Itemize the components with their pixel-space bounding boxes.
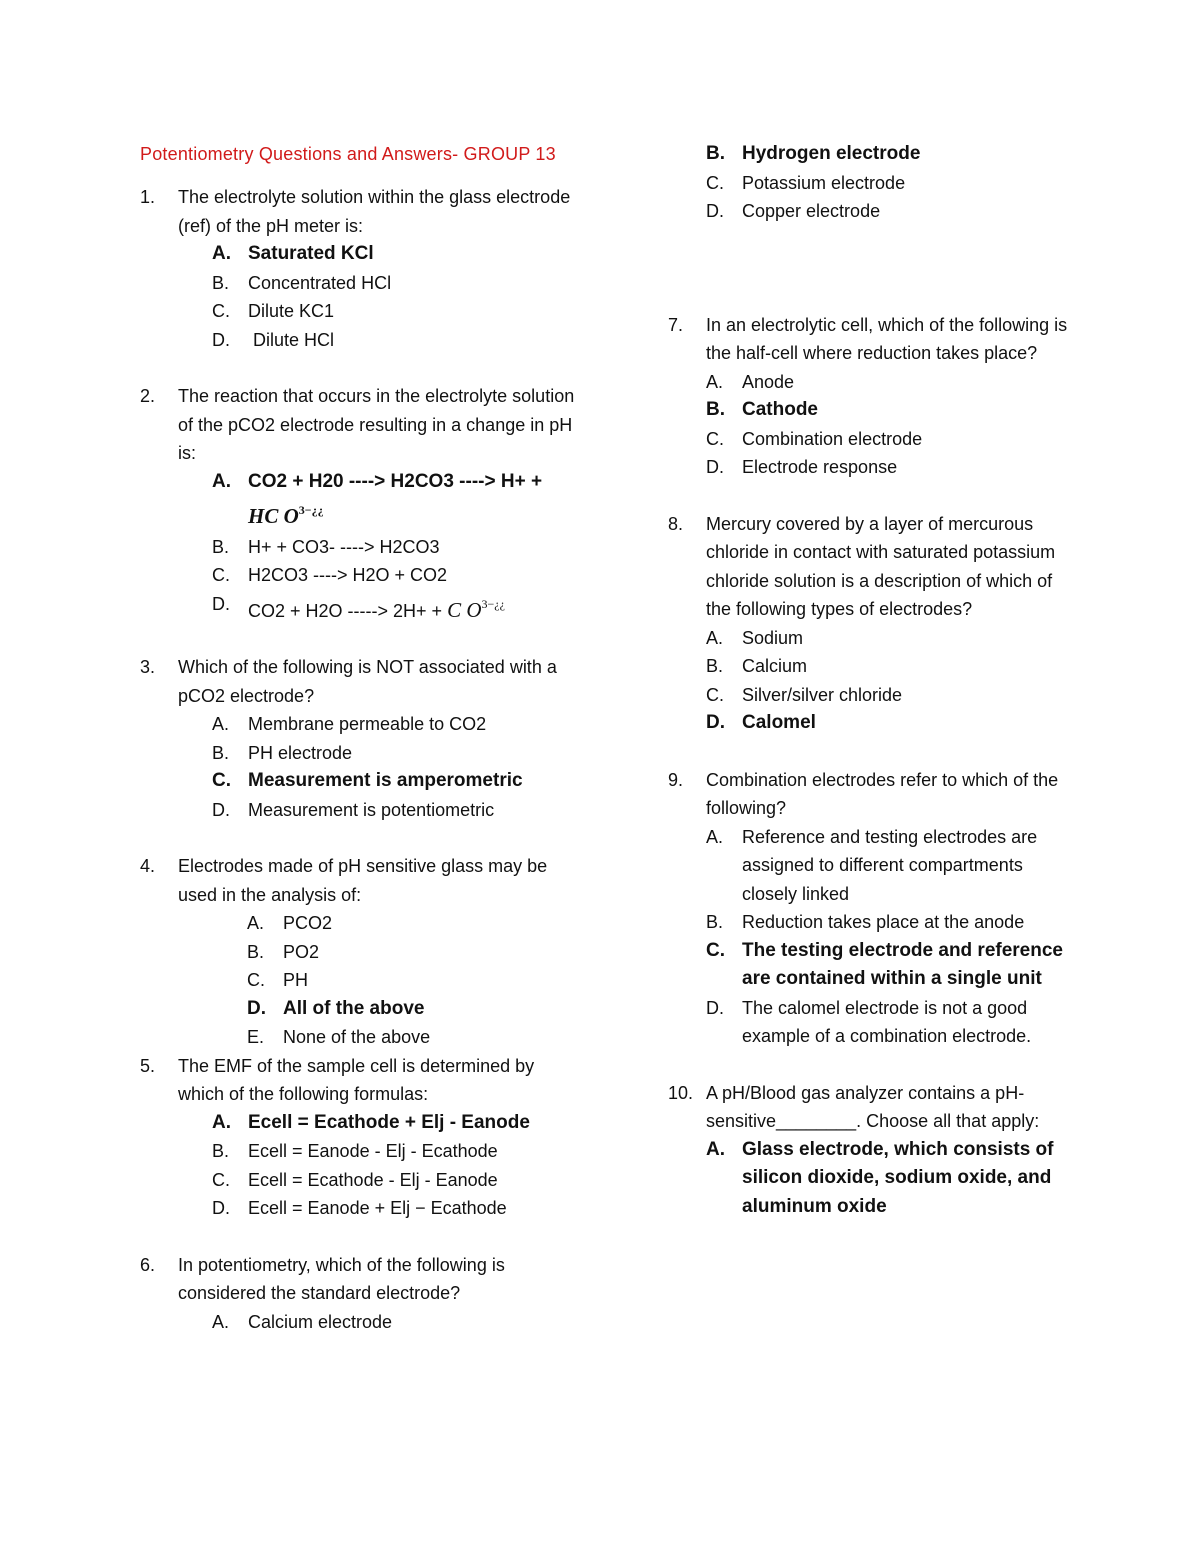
option: E. None of the above	[247, 1027, 431, 1047]
document-title: Potentiometry Questions and Answers- GROUP 13	[140, 144, 556, 164]
question-text: In potentiometry, which of the following is considered the standard electrode?	[178, 1254, 505, 1303]
question-2	[140, 382, 580, 625]
option: B. Reduction takes place at the anode	[706, 912, 1025, 932]
question-1	[140, 183, 580, 354]
right-column	[668, 140, 1068, 1249]
question-number: 7.	[668, 314, 684, 335]
option: D. Measurement is potentiometric	[212, 799, 495, 820]
answer-option: A. Ecell = Ecathode + Elj - Eanode	[212, 1111, 530, 1133]
option: C. Ecell = Ecathode - Elj - Eanode	[212, 1169, 498, 1190]
question-text: Mercury covered by a layer of mercurous chloride in contact with saturated potassium chloride solution is a description of which of the following types of electrodes?	[706, 513, 1056, 619]
question-number: 1.	[140, 187, 156, 207]
option: B. PH electrode	[212, 742, 353, 763]
question-10	[668, 1079, 1068, 1222]
question-text: The EMF of the sample cell is determined by which of the following formulas:	[178, 1055, 535, 1104]
answer-option: D. All of the above	[247, 997, 425, 1019]
option: D. CO2 + H2O -----> 2H+ + C $O^{3-¿¿}$	[212, 593, 505, 622]
answer-option: B. Hydrogen electrode	[706, 143, 921, 164]
option: A. PCO2	[247, 913, 333, 933]
left-column	[140, 140, 580, 1336]
carbonate-formula: C O	[447, 597, 482, 622]
question-number: 2.	[140, 386, 156, 406]
question-4	[140, 852, 580, 1052]
question-number: 10.	[668, 1082, 694, 1103]
question-text: Combination electrodes refer to which of the following?	[706, 769, 1059, 818]
option: D. Copper electrode	[706, 201, 881, 221]
question-number: 5.	[140, 1055, 156, 1076]
answer-option: B. Cathode	[706, 399, 818, 420]
question-text: The reaction that occurs in the electrolyte solution of the pCO2 electrode resulting in a change in pH is:	[178, 386, 575, 463]
question-text: A pH/Blood gas analyzer contains a pH-sensitive________. Choose all that apply:	[706, 1082, 1040, 1131]
option: B. H+ + CO3- ----> H2CO3	[212, 536, 440, 557]
question-number: 9.	[668, 769, 684, 790]
question-number: 3.	[140, 657, 156, 677]
option: B. Ecell = Eanode - Elj - Ecathode	[212, 1141, 498, 1161]
question-9	[668, 766, 1068, 1051]
question-7	[668, 311, 1068, 482]
option: C. Combination electrode	[706, 428, 923, 449]
answer-option: C. Measurement is amperometric	[212, 770, 523, 791]
option: D. Electrode response	[706, 457, 898, 477]
option: C. PH	[247, 970, 309, 990]
option: D. The calomel electrode is not a good example of a combination electrode.	[706, 997, 1032, 1046]
option: C. Silver/silver chloride	[706, 684, 903, 705]
answer-option: C. The testing electrode and reference are contained within a single unit	[706, 939, 1063, 989]
question-6	[140, 1251, 580, 1337]
question-text: In an electrolytic cell, which of the following is the half-cell where reduction takes place?	[706, 314, 1068, 363]
option: D. Dilute HCl	[212, 329, 335, 350]
question-text: Electrodes made of pH sensitive glass may be used in the analysis of:	[178, 856, 548, 905]
option: B. Concentrated HCl	[212, 272, 392, 293]
question-3	[140, 653, 580, 824]
option: C. Dilute KC1	[212, 301, 335, 321]
question-8	[668, 510, 1068, 738]
option: A. Anode	[706, 371, 795, 392]
question-text: The electrolyte solution within the glass electrode (ref) of the pH meter is:	[178, 187, 571, 236]
question-number: 8.	[668, 513, 684, 534]
option: A. Calcium electrode	[212, 1311, 393, 1332]
question-text: Which of the following is NOT associated with a pCO2 electrode?	[178, 657, 557, 706]
answer-option: A. Glass electrode, which consists of silicon dioxide, sodium oxide, and aluminum oxide	[706, 1138, 1054, 1217]
option: A. Membrane permeable to CO2	[212, 714, 487, 734]
option: B. PO2	[247, 941, 320, 962]
question-number: 4.	[140, 856, 156, 876]
option: C. Potassium electrode	[706, 172, 906, 193]
option: D. Ecell = Eanode + Elj − Ecathode	[212, 1198, 507, 1218]
option: A. Sodium	[706, 627, 804, 648]
answer-option: D. Calomel	[706, 712, 816, 733]
option: B. Calcium	[706, 656, 808, 676]
answer-option: A. Saturated KCl	[212, 243, 374, 264]
question-6-continued	[706, 140, 1068, 226]
option: C. H2CO3 ----> H2O + CO2	[212, 565, 448, 585]
option: A. Reference and testing electrodes are assigned to different compartments closely linked	[706, 826, 1038, 904]
question-5	[140, 1052, 580, 1223]
bicarbonate-formula: HC O	[248, 504, 299, 528]
answer-option: A. CO2 + H20 ----> H2CO3 ----> H+ + HC $O^{3-¿¿}$	[212, 470, 543, 528]
question-number: 6.	[140, 1254, 156, 1275]
